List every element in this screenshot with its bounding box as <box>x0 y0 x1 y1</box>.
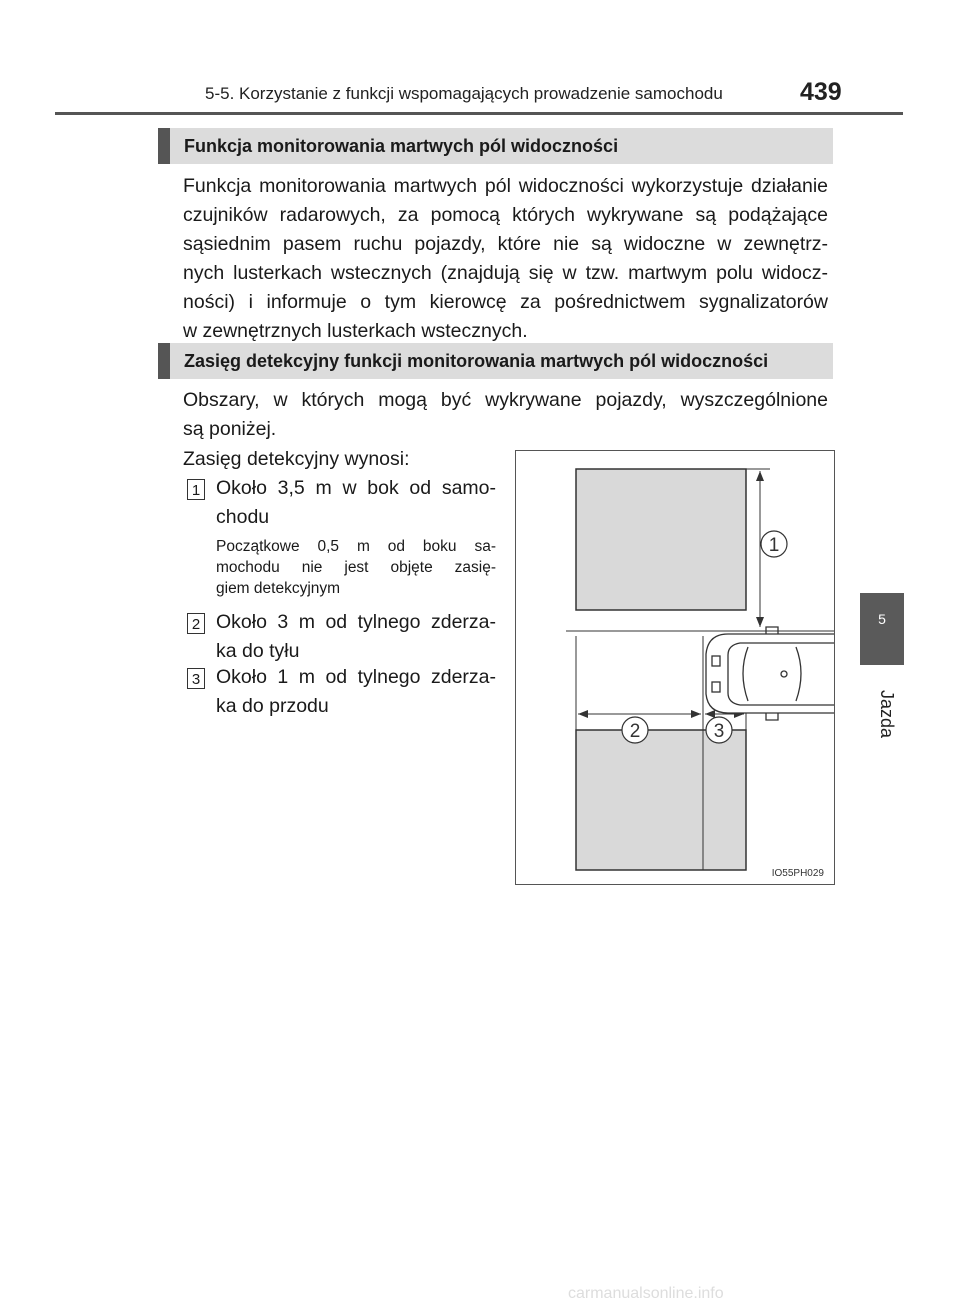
section-heading-1-text: Funkcja monitorowania martwych pól widoczności <box>184 136 619 156</box>
running-header: 5-5. Korzystanie z funkcji wspomagających prowadzenie samochodu <box>205 84 723 103</box>
callout-1-label: 1 <box>768 535 780 556</box>
note-line: mochodu nie jest objęte zasię- <box>216 559 496 576</box>
section-1-line: sąsiednim pasem ruchu pojazdy, które nie są widoczne w zewnętrz- <box>183 233 828 255</box>
item-number-box: 3 <box>187 668 205 689</box>
section-1-line: Funkcja monitorowania martwych pól widoczności wykorzystuje działanie <box>183 175 828 197</box>
side-detection-zone <box>576 469 746 610</box>
arrow-head <box>578 710 588 718</box>
list-item-line: ka do przodu <box>216 695 329 717</box>
detection-range-diagram <box>516 451 834 884</box>
header-divider <box>55 112 903 115</box>
section-heading-2 <box>158 343 833 379</box>
list-item-line: chodu <box>216 506 270 528</box>
list-item-line: Około 3 m od tylnego zderza- <box>216 611 496 633</box>
section-1-line: nych lusterkach wstecznych (znajdują się w tzw. martwym polu widocz- <box>183 262 828 284</box>
detection-range-figure <box>515 450 835 885</box>
watermark: carmanualsonline.info <box>568 1285 724 1302</box>
list-item-line: Około 1 m od tylnego zderza- <box>216 666 496 688</box>
item-note <box>216 536 496 599</box>
section-2-intro-line: są poniżej. <box>183 418 277 440</box>
page-number: 439 <box>800 78 842 106</box>
car-icon <box>706 627 834 720</box>
note-line: giem detekcyjnym <box>216 580 341 597</box>
list-item <box>216 663 496 721</box>
arrow-head <box>705 710 715 718</box>
list-item <box>216 474 496 532</box>
callout-3-label: 3 <box>713 721 725 742</box>
arrow-head <box>756 617 764 627</box>
item-number-box: 1 <box>187 479 205 500</box>
callout-2-label: 2 <box>629 721 641 742</box>
section-heading-1 <box>158 128 833 164</box>
section-1-line: w zewnętrznych lusterkach wstecznych. <box>183 320 528 342</box>
arrow-head <box>691 710 701 718</box>
note-line: Początkowe 0,5 m od boku sa- <box>216 538 496 555</box>
arrow-head <box>756 471 764 481</box>
section-1-body <box>183 172 828 346</box>
section-heading-2-text: Zasięg detekcyjny funkcji monitorowania martwych pól widoczności <box>184 351 769 371</box>
rear-detection-zone <box>576 730 746 870</box>
list-item-line: Około 3,5 m w bok od samo- <box>216 477 496 499</box>
list-item-line: ka do tyłu <box>216 640 300 662</box>
section-2-intro-line: Obszary, w których mogą być wykrywane pojazdy, wyszczególnione <box>183 389 828 411</box>
section-1-line: czujników radarowych, za pomocą których wykrywane są podążające <box>183 204 828 226</box>
chapter-label <box>857 690 917 750</box>
list-item <box>216 608 496 666</box>
range-label: Zasięg detekcyjny wynosi: <box>183 448 410 470</box>
section-2-intro <box>183 386 828 444</box>
chapter-tab: 5 <box>860 593 904 665</box>
item-number-box: 2 <box>187 613 205 634</box>
chapter-label-text: Jazda <box>877 690 897 739</box>
figure-code: IO55PH029 <box>771 868 824 879</box>
section-1-line: ności) i informuje o tym kierowcę za pośrednictwem sygnalizatorów <box>183 291 828 313</box>
